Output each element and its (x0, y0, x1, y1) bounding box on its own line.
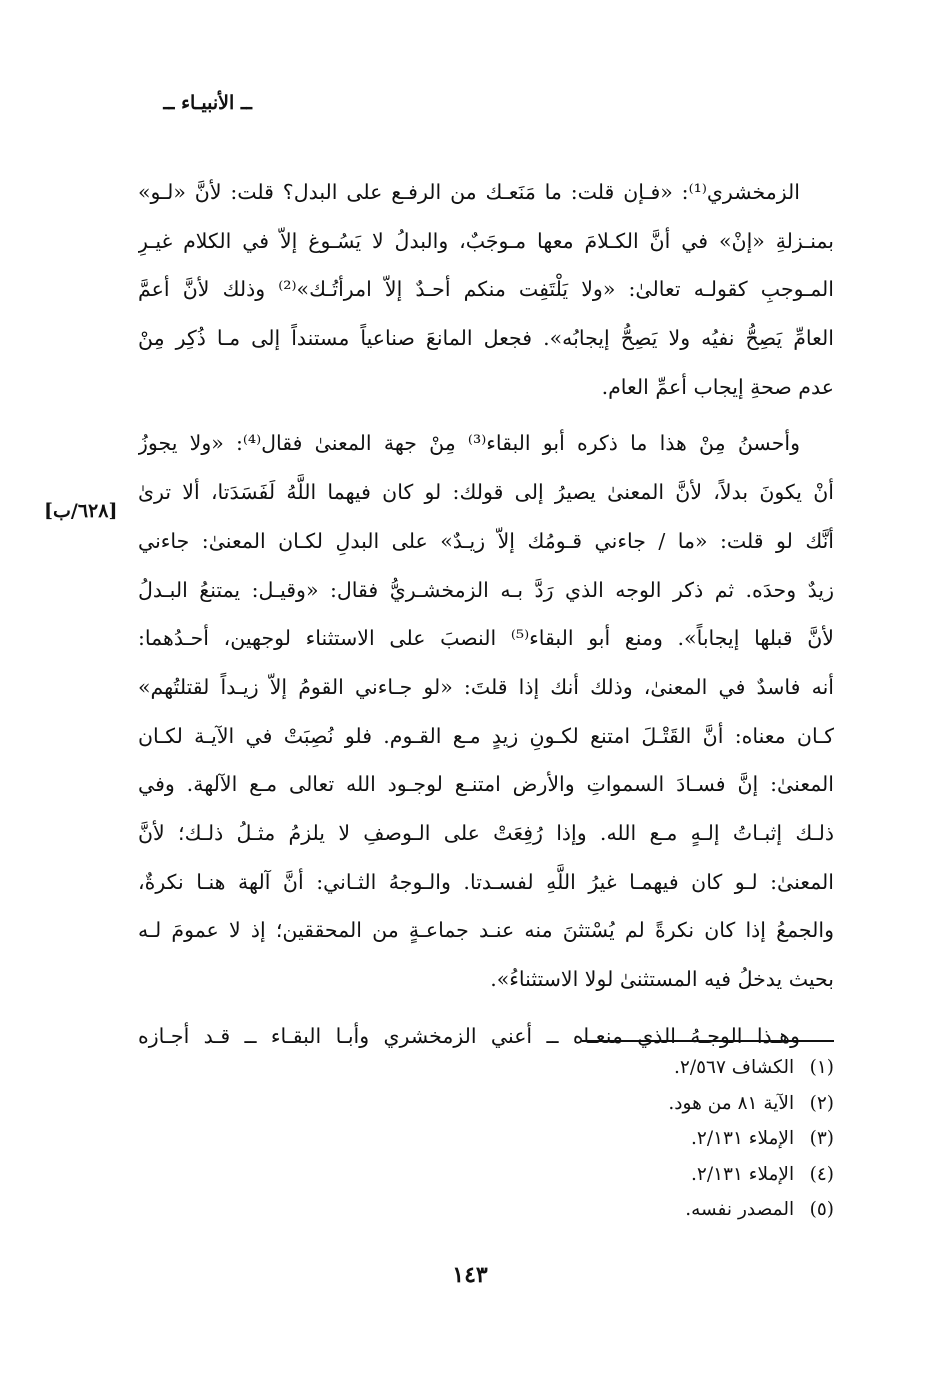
footnote-text: المصدر نفسه. (685, 1199, 795, 1221)
footnote-item (668, 1157, 834, 1193)
footnote-text: الإملاء ٢/١٣١. (691, 1163, 795, 1185)
page-number: ١٤٣ (452, 1262, 488, 1288)
text-line: كـان معناه: أنَّ القَتْـلَ امتنع لكـونِ زيدٍ مـع القـوم. فلو نُصِبَتْ في الآيـة لكـان (138, 723, 834, 748)
text-line: ذلـك إثبـاتُ إلـهٍ مـع الله. وإذا رُفِعَتْ على الـوصفِ لا يلزمُ مثـلُ ذلـك؛ لأنَّ (138, 820, 834, 845)
paragraph-gap (138, 1004, 834, 1012)
text-line: أنَّك لو قلت: «ما / جاءني قـومُك إلاّ زيـدٌ» على البدلِ لكـان المعنىٰ: جاءني (138, 528, 834, 553)
main-text (138, 168, 834, 1060)
text-line: بحيث يدخلُ فيه المستثنىٰ لولا الاستثناءُ». (490, 967, 834, 991)
footnote-item (668, 1192, 834, 1228)
footnote-number: (٤) (809, 1163, 834, 1185)
footnote-item (668, 1121, 834, 1157)
text-line: المـوجبِ كقولـه تعالىٰ: «ولا يَلْتَفِت منكم أحـدٌ إلاّ امرأتُـك»⁽²⁾ وذلك لأنَّ أعمَّ (138, 277, 834, 302)
text-line: زيدٌ وحدَه. ثم ذكر الوجه الذي رَدَّ بـه الزمخشـريُّ فقال: «وقيـل: يمتنعُ البـدلُ (138, 577, 834, 602)
text-line: بمنـزلةِ «إنْ» في أنَّ الكـلامَ معها مـوجَبٌ، والبدلُ لا يَسُـوغ إلاّ في الكلام غيـرِ (138, 228, 834, 253)
footnote-item (668, 1086, 834, 1122)
footnote-number: (٣) (809, 1128, 834, 1150)
text-line: الزمخشري⁽¹⁾: «فـإن قلت: ما مَنَعـك من الرفـع على البدل؟ قلت: لأنَّ «لـو» (138, 180, 800, 204)
footnote-number: (٢) (809, 1092, 834, 1114)
text-line: أنْ يكونَ بدلاً، لأنَّ المعنىٰ يصيرُ إلى قولك: لو كان فيهما اللَّهُ لَفَسَدَتا، ألا ترىٰ (138, 480, 834, 505)
running-header: ــ الأنبيـاء ــ (163, 92, 252, 114)
footnote-separator (582, 1040, 834, 1042)
text-line: المعنىٰ: لـو كان فيهمـا غيرُ اللَّهِ لفسـدتا. والـوجهُ الثـاني: أنَّ آلهة هنـا نكرةٌ، (138, 869, 834, 894)
footnotes (668, 1050, 834, 1228)
footnote-text: الكشاف ٢/٥٦٧. (674, 1057, 795, 1078)
footnote-text: الآية ٨١ من هود. (668, 1092, 795, 1114)
footnote-number: (٥) (809, 1199, 834, 1221)
footnote-text: الإملاء ٢/١٣١. (691, 1128, 795, 1150)
margin-folio-reference: [٦٢٨/ب] (44, 500, 118, 522)
paragraph-gap (138, 411, 834, 419)
text-line: وأحسنُ مِنْ هذا ما ذكره أبو البقاء⁽³⁾ مِنْ جهة المعنىٰ فقال⁽⁴⁾: «ولا يجوزُ (138, 431, 800, 456)
text-line: وهـذا الوجـهُ الذي منعـاه ــ أعني الزمخشري وأبـا البقـاء ــ قـد أجـازه (138, 1023, 800, 1048)
text-line: والجمعُ إذا كان نكرةً لم يُسْتثنَ منه عنـد جماعـةٍ من المحققين؛ إذ لا عمومَ لـه (138, 918, 834, 943)
text-line: أنه فاسدٌ في المعنىٰ، وذلك أنك إذا قلتَ: «لو جـاءني القومُ إلاّ زيـداً لقتلتُهم» (138, 674, 834, 699)
footnote-number: (١) (809, 1057, 834, 1078)
text-line: عدم صحةِ إيجاب أعمِّ العام. (601, 374, 834, 399)
footnote-item (668, 1050, 834, 1086)
text-line: العامِّ يَصِحُّ نفيُه ولا يَصِحُّ إيجابُه». فجعل المانعَ صناعياً مستنداً إلى مـا ذُكِر مِنْ (138, 326, 834, 351)
text-line: لأنَّ قبلها إيجاباً». ومنع أبو البقاء⁽⁵⁾ النصبَ على الاستثناء لوجهين، أحـدُهما: (138, 626, 834, 651)
text-line: المعنىٰ: إنَّ فسـادَ السمواتِ والأرض امتنـع لوجـود الله تعالى مـع الآلهة. وفي (138, 772, 834, 797)
